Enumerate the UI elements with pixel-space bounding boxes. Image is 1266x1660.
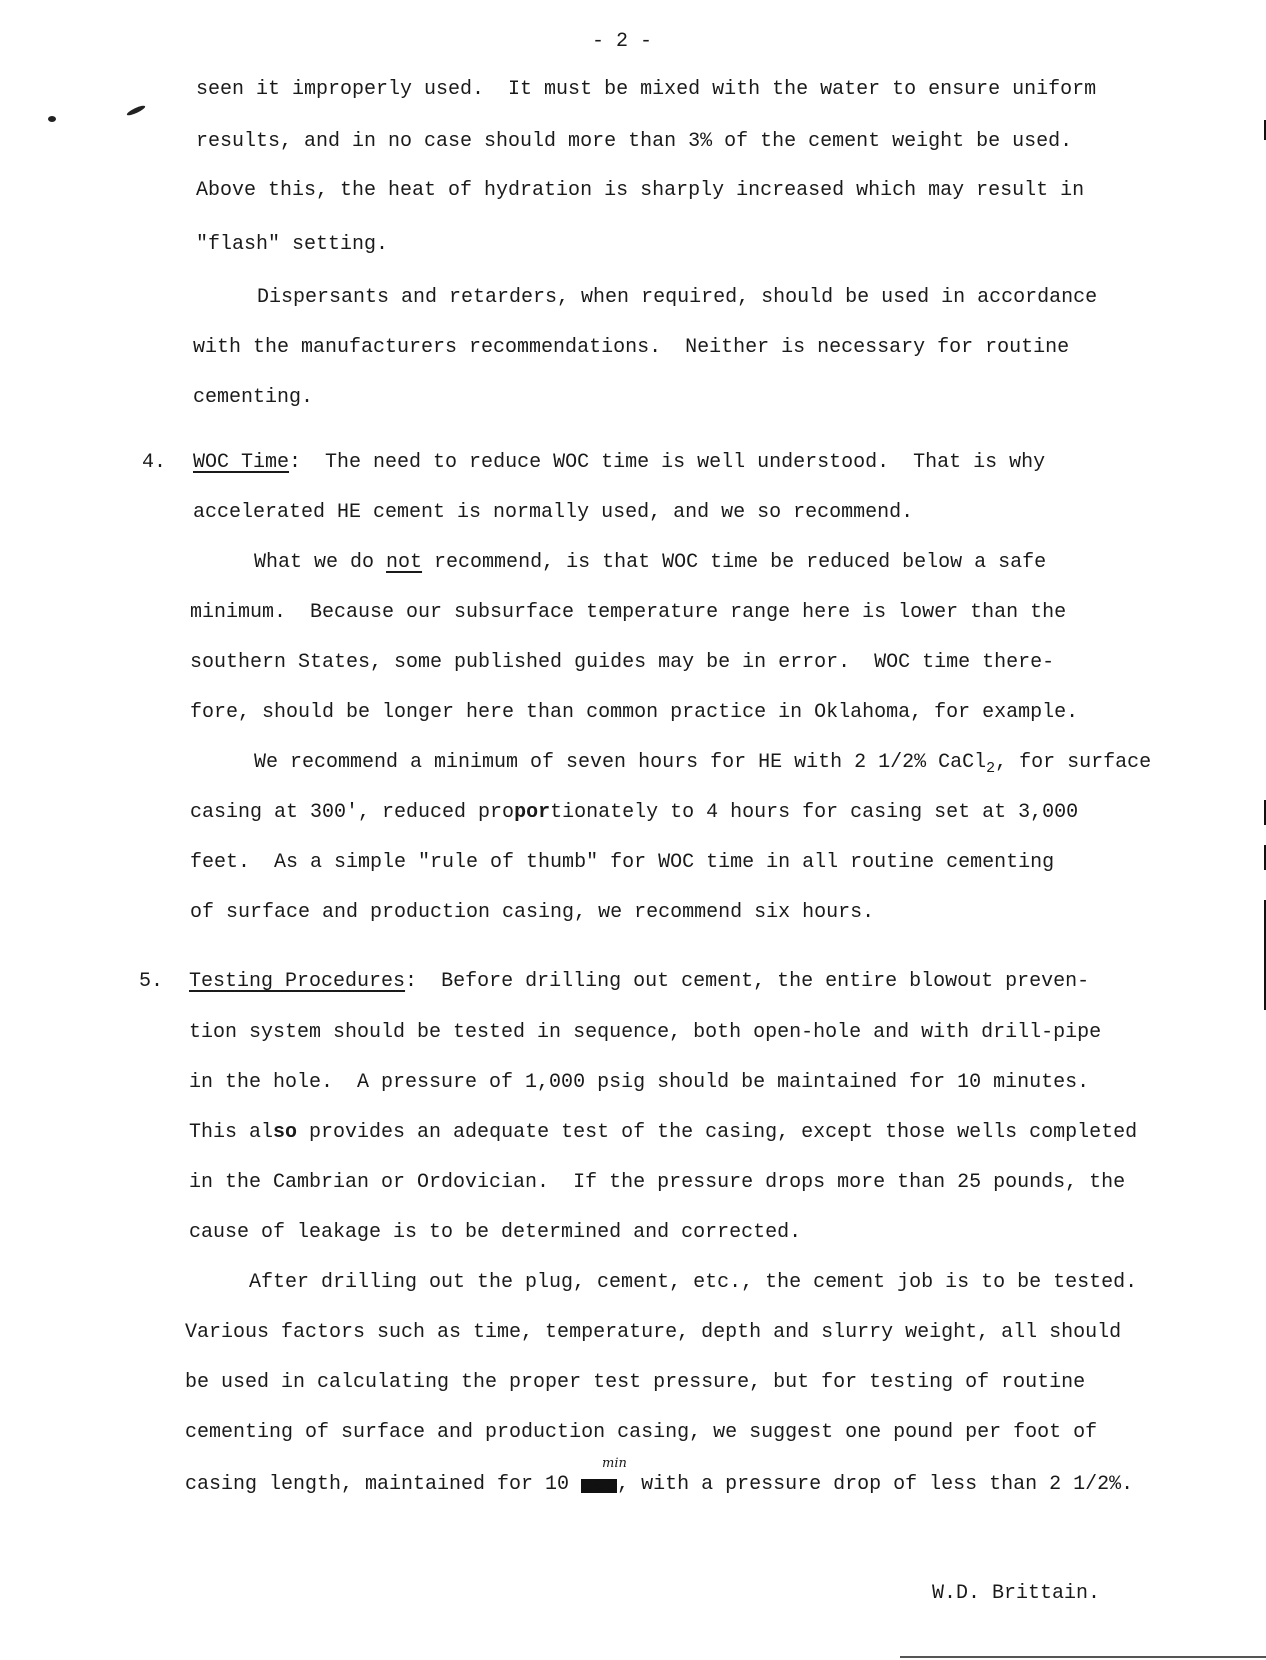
section-5-line-1: Testing Procedures: Before drilling out cement, the entire blowout preven- xyxy=(189,970,1090,993)
text-line: Above this, the heat of hydration is sharply increased which may result in xyxy=(196,179,1085,202)
text-line: Various factors such as time, temperature, depth and slurry weight, all should xyxy=(185,1321,1122,1344)
text-line: After drilling out the plug, cement, etc., the cement job is to be tested. xyxy=(249,1271,1138,1294)
text-line: southern States, some published guides may be in error. WOC time there- xyxy=(190,651,1055,674)
text-line: of surface and production casing, we recommend six hours. xyxy=(190,901,875,924)
text-line: accelerated HE cement is normally used, and we so recommend. xyxy=(193,501,914,524)
text-line: Dispersants and retarders, when required, should be used in accordance xyxy=(257,286,1098,309)
struck-out-word: sec xyxy=(581,1474,618,1497)
signature: W.D. Brittain. xyxy=(932,1582,1101,1605)
text-line: cause of leakage is to be determined and corrected. xyxy=(189,1221,802,1244)
section-4-line-1: WOC Time: The need to reduce WOC time is well understood. That is why xyxy=(193,451,1046,474)
text-line: seen it improperly used. It must be mixed with the water to ensure uniform xyxy=(196,78,1097,101)
text-line: in the hole. A pressure of 1,000 psig should be maintained for 10 minutes. xyxy=(189,1071,1090,1094)
text-line: minimum. Because our subsurface temperature range here is lower than the xyxy=(190,601,1067,624)
scan-speck xyxy=(48,116,56,122)
text-line: feet. As a simple "rule of thumb" for WOC time in all routine cementing xyxy=(190,851,1055,874)
page-number: - 2 - xyxy=(592,30,653,53)
text-line: "flash" setting. xyxy=(196,233,389,256)
text-line: This also provides an adequate test of the casing, except those wells completed xyxy=(189,1121,1138,1144)
section-heading: WOC Time xyxy=(193,451,290,474)
text-line: casing length, maintained for 10 sec, with a pressure drop of less than 2 1/2%. xyxy=(185,1473,1134,1497)
section-number: 4. xyxy=(142,451,167,474)
text-line: cementing. xyxy=(193,386,314,409)
text-line: cementing of surface and production casing, we suggest one pound per foot of xyxy=(185,1421,1098,1444)
text-line: in the Cambrian or Ordovician. If the pressure drops more than 25 pounds, the xyxy=(189,1171,1126,1194)
section-heading: Testing Procedures xyxy=(189,970,406,993)
text-line: be used in calculating the proper test pressure, but for testing of routine xyxy=(185,1371,1086,1394)
scan-line xyxy=(900,1656,1266,1658)
text-line: We recommend a minimum of seven hours for HE with 2 1/2% CaCl$_2$, for surface xyxy=(254,751,1152,777)
text-line: fore, should be longer here than common practice in Oklahoma, for example. xyxy=(190,701,1079,724)
emphasis-not: not xyxy=(386,551,423,574)
text-line: tion system should be tested in sequence, both open-hole and with drill-pipe xyxy=(189,1021,1102,1044)
handwritten-insert: min xyxy=(602,1456,627,1471)
text-line: results, and in no case should more than 3% of the cement weight be used. xyxy=(196,130,1073,153)
text-line: What we do not recommend, is that WOC time be reduced below a safe xyxy=(254,551,1047,574)
text-line: with the manufacturers recommendations. Neither is necessary for routine xyxy=(193,336,1070,359)
section-number: 5. xyxy=(139,970,164,993)
scan-speck xyxy=(126,104,146,117)
text-line: casing at 300', reduced proportionately to 4 hours for casing set at 3,000 xyxy=(190,801,1079,824)
